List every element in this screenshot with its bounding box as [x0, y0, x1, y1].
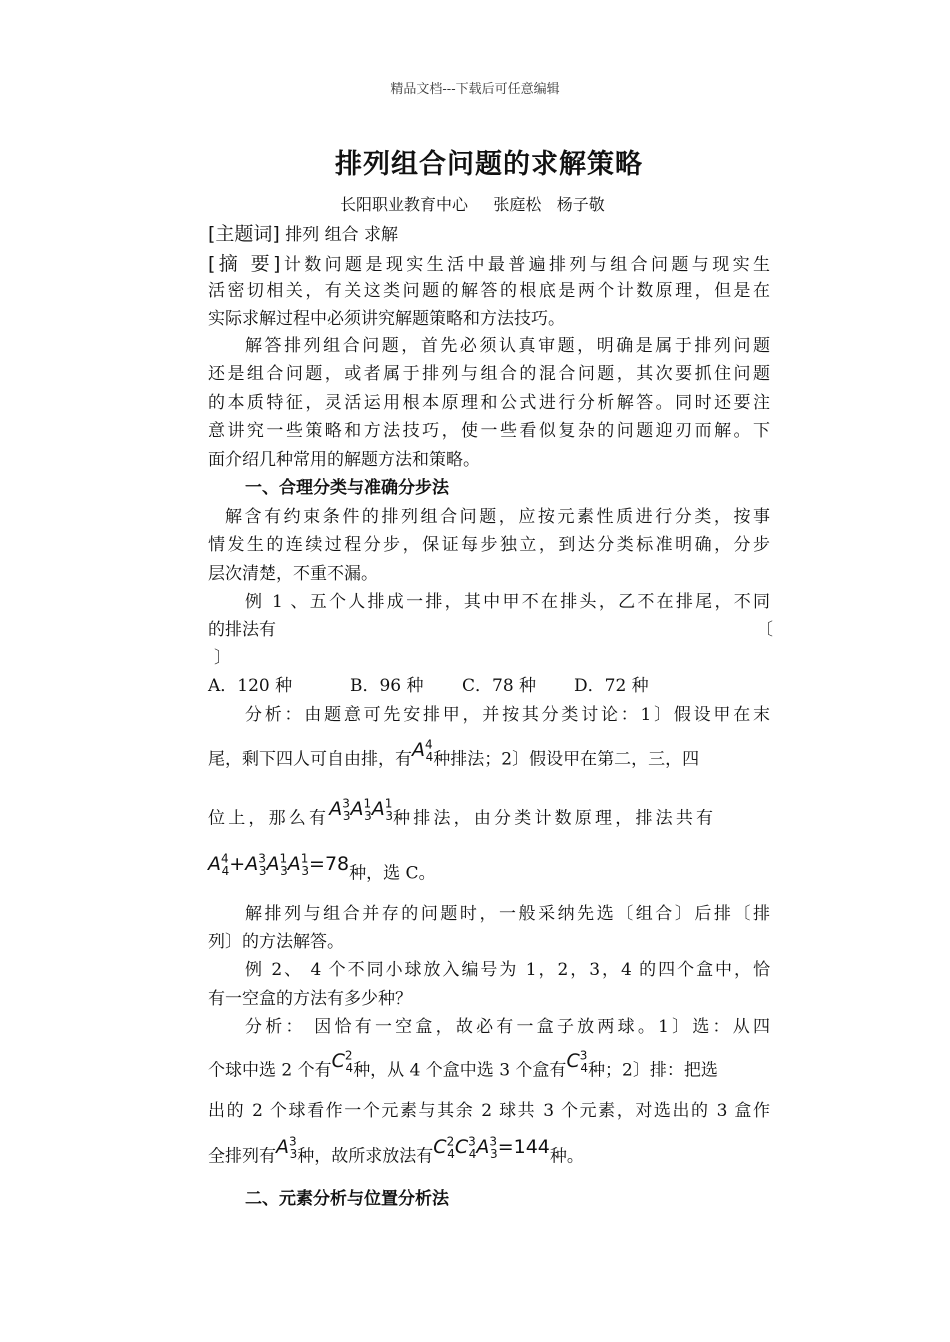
document-title: 排列组合问题的求解策略 — [335, 149, 643, 180]
analysis-text: 位上，那么有 — [208, 808, 330, 829]
abstract-text: 计数问题是现实生活中最普遍排列与组合问题与现实生 — [280, 255, 771, 275]
paragraph-line: 解答排列组合问题，首先必须认真审题，明确是属于排列问题 — [245, 336, 770, 356]
formula-c43: $C^3_4$ — [566, 1049, 588, 1076]
example-line: 例 2、 4 个不同小球放入编号为 1，2，3，4 的四个盒中，恰 — [245, 960, 770, 980]
analysis-line — [208, 853, 770, 894]
formula-product: $C^2_4C^3_4A^3_3=144$ — [433, 1135, 550, 1162]
option-c: C．78 种 — [462, 676, 537, 696]
section-heading: 二、元素分析与位置分析法 — [245, 1189, 449, 1209]
example-line: 例 1 、五个人排成一排，其中甲不在排头，乙不在排尾，不同 — [245, 592, 770, 612]
analysis-text: 种排法；2〕假设甲在第二，三，四 — [433, 749, 700, 770]
analysis-text: 种排法，由分类计数原理，排法共有 — [393, 808, 717, 829]
paragraph-line: 解排列与组合并存的问题时，一般采纳先选〔组合〕后排〔排 — [245, 904, 770, 924]
analysis-text: 种，选 C。 — [349, 863, 436, 884]
analysis-text: 个球中选 2 个有 — [208, 1060, 332, 1081]
answer-bracket-close: 〕 — [214, 648, 231, 668]
section-heading: 一、合理分类与准确分步法 — [245, 478, 449, 498]
option-d: D．72 种 — [574, 676, 649, 696]
analysis-line: 分析： 因恰有一空盒，故必有一盒子放两球。1〕选：从四 — [245, 1017, 770, 1037]
analysis-text: 全排列有 — [208, 1146, 276, 1167]
formula-c42: $C^2_4$ — [331, 1049, 354, 1076]
paragraph-line: 意讲究一些策略和方法技巧，使一些看似复杂的问题迎刃而解。下 — [208, 421, 770, 441]
analysis-line: 出的 2 个球看作一个元素与其余 2 球共 3 个元素，对选出的 3 盒作 — [208, 1101, 770, 1121]
formula-total: $A^4_4+A^3_3A^1_3A^1_3=78$ — [208, 852, 350, 879]
option-b: B．96 种 — [350, 676, 424, 696]
analysis-line — [208, 798, 770, 839]
analysis-line: 分析：由题意可先安排甲，并按其分类讨论：1〕假设甲在末 — [245, 705, 770, 725]
keywords-line — [208, 220, 770, 250]
formula-result: =78 — [309, 853, 350, 876]
analysis-text: 种；2〕排：把选 — [588, 1060, 718, 1081]
keywords-label: [主题词] — [208, 223, 280, 245]
paragraph-line: 列〕的方法解答。 — [208, 932, 344, 952]
answer-bracket-open: 〔 — [756, 620, 773, 640]
formula-a33: $A^3_3$ — [276, 1135, 298, 1162]
paragraph-line: 解含有约束条件的排列组合问题，应按元素性质进行分类，按事 — [225, 507, 770, 527]
analysis-text: 种，故所求放法有 — [297, 1146, 434, 1167]
abstract-line — [208, 250, 770, 280]
example-line: 的排法有 — [208, 620, 276, 640]
formula-a44: $A^4_4$ — [412, 738, 434, 765]
analysis-text: 种，从 4 个盒中选 3 个盒有 — [353, 1060, 567, 1081]
abstract-line: 活密切相关，有关这类问题的解答的根底是两个计数原理，但是在 — [208, 281, 770, 301]
abstract-line: 实际求解过程中必须讲究解题策略和方法技巧。 — [208, 309, 565, 329]
analysis-line — [208, 739, 770, 780]
analysis-text: 种。 — [549, 1146, 584, 1167]
formula-a33a31a31: $A^3_3A^1_3A^1_3$ — [329, 797, 394, 824]
paragraph-line: 还是组合问题，或者属于排列与组合的混合问题，其次要抓住问题 — [208, 364, 770, 384]
paragraph-line: 层次清楚，不重不漏。 — [208, 564, 378, 584]
abstract-label: [摘 要] — [208, 253, 281, 275]
formula-result: =144 — [497, 1136, 550, 1159]
paragraph-line: 情发生的连续过程分步，保证每步独立，到达分类标准明确，分步 — [208, 535, 770, 555]
paragraph-line: 的本质特征，灵活运用根本原理和公式进行分析解答。同时还要注 — [208, 393, 770, 413]
analysis-line — [208, 1136, 770, 1177]
page-header: 精品文档---下载后可任意编辑 — [390, 82, 560, 97]
analysis-line — [208, 1050, 770, 1091]
keywords-text: 排列 组合 求解 — [285, 225, 399, 245]
option-a: A．120 种 — [208, 676, 293, 696]
example-line: 有一空盒的方法有多少种？ — [208, 989, 412, 1009]
authors-line: 长阳职业教育中心 张庭松 杨子敬 — [340, 195, 605, 214]
paragraph-line: 面介绍几种常用的解题方法和策略。 — [208, 450, 480, 470]
analysis-text: 尾，剩下四人可自由排，有 — [208, 749, 412, 770]
